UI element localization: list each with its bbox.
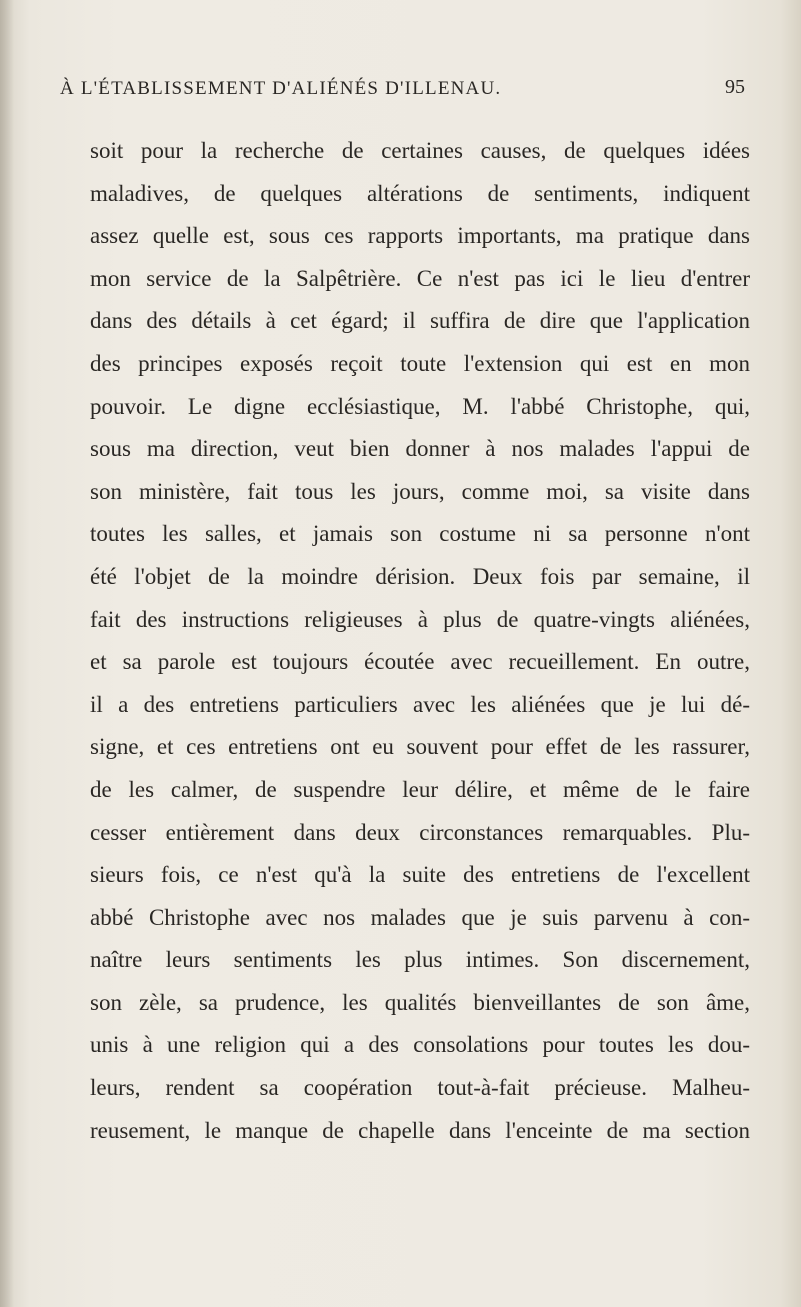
text-line: il a des entretiens particuliers avec les aliénées que je lui dé- (90, 691, 750, 717)
text-line: signe, et ces entretiens ont eu souvent pour effet de les rassurer, (90, 734, 750, 760)
text-line: des principes exposés reçoit toute l'extension qui est en mon (90, 350, 750, 376)
text-line: son zèle, sa prudence, les qualités bienveillantes de son âme, (90, 989, 750, 1015)
text-line: et sa parole est toujours écoutée avec recueillement. En outre, (90, 649, 750, 675)
running-head-title: À L'ÉTABLISSEMENT D'ALIÉNÉS D'ILLENAU. (60, 78, 502, 99)
text-line: son ministère, fait tous les jours, comme moi, sa visite dans (90, 478, 750, 504)
text-line: maladives, de quelques altérations de sentiments, indiquent (90, 180, 750, 206)
text-line: cesser entièrement dans deux circonstances remarquables. Plu- (90, 819, 750, 845)
text-line: unis à une religion qui a des consolations pour toutes les dou- (90, 1032, 750, 1058)
text-line: mon service de la Salpêtrière. Ce n'est pas ici le lieu d'entrer (90, 265, 750, 291)
text-line: dans des détails à cet égard; il suffira de dire que l'application (90, 308, 750, 334)
page-number: 95 (725, 76, 745, 98)
text-line: leurs, rendent sa coopération tout-à-fait précieuse. Malheu- (90, 1075, 750, 1101)
text-line: reusement, le manque de chapelle dans l'enceinte de ma section (90, 1117, 750, 1143)
text-line: pouvoir. Le digne ecclésiastique, M. l'abbé Christophe, qui, (90, 393, 750, 419)
body-text (90, 130, 750, 1152)
text-line: naître leurs sentiments les plus intimes. Son discernement, (90, 947, 750, 973)
text-line: fait des instructions religieuses à plus de quatre-vingts aliénées, (90, 606, 750, 632)
binding-shadow (0, 0, 14, 1307)
text-line: abbé Christophe avec nos malades que je suis parvenu à con- (90, 904, 750, 930)
text-line: sieurs fois, ce n'est qu'à la suite des entretiens de l'excellent (90, 862, 750, 888)
text-line: sous ma direction, veut bien donner à nos malades l'appui de (90, 436, 750, 462)
text-line: toutes les salles, et jamais son costume ni sa personne n'ont (90, 521, 750, 547)
text-line: de les calmer, de suspendre leur délire, et même de le faire (90, 776, 750, 802)
text-line: été l'objet de la moindre dérision. Deux fois par semaine, il (90, 563, 750, 589)
text-line: assez quelle est, sous ces rapports importants, ma pratique dans (90, 223, 750, 249)
text-line: soit pour la recherche de certaines causes, de quelques idées (90, 138, 750, 163)
running-head (60, 70, 765, 110)
